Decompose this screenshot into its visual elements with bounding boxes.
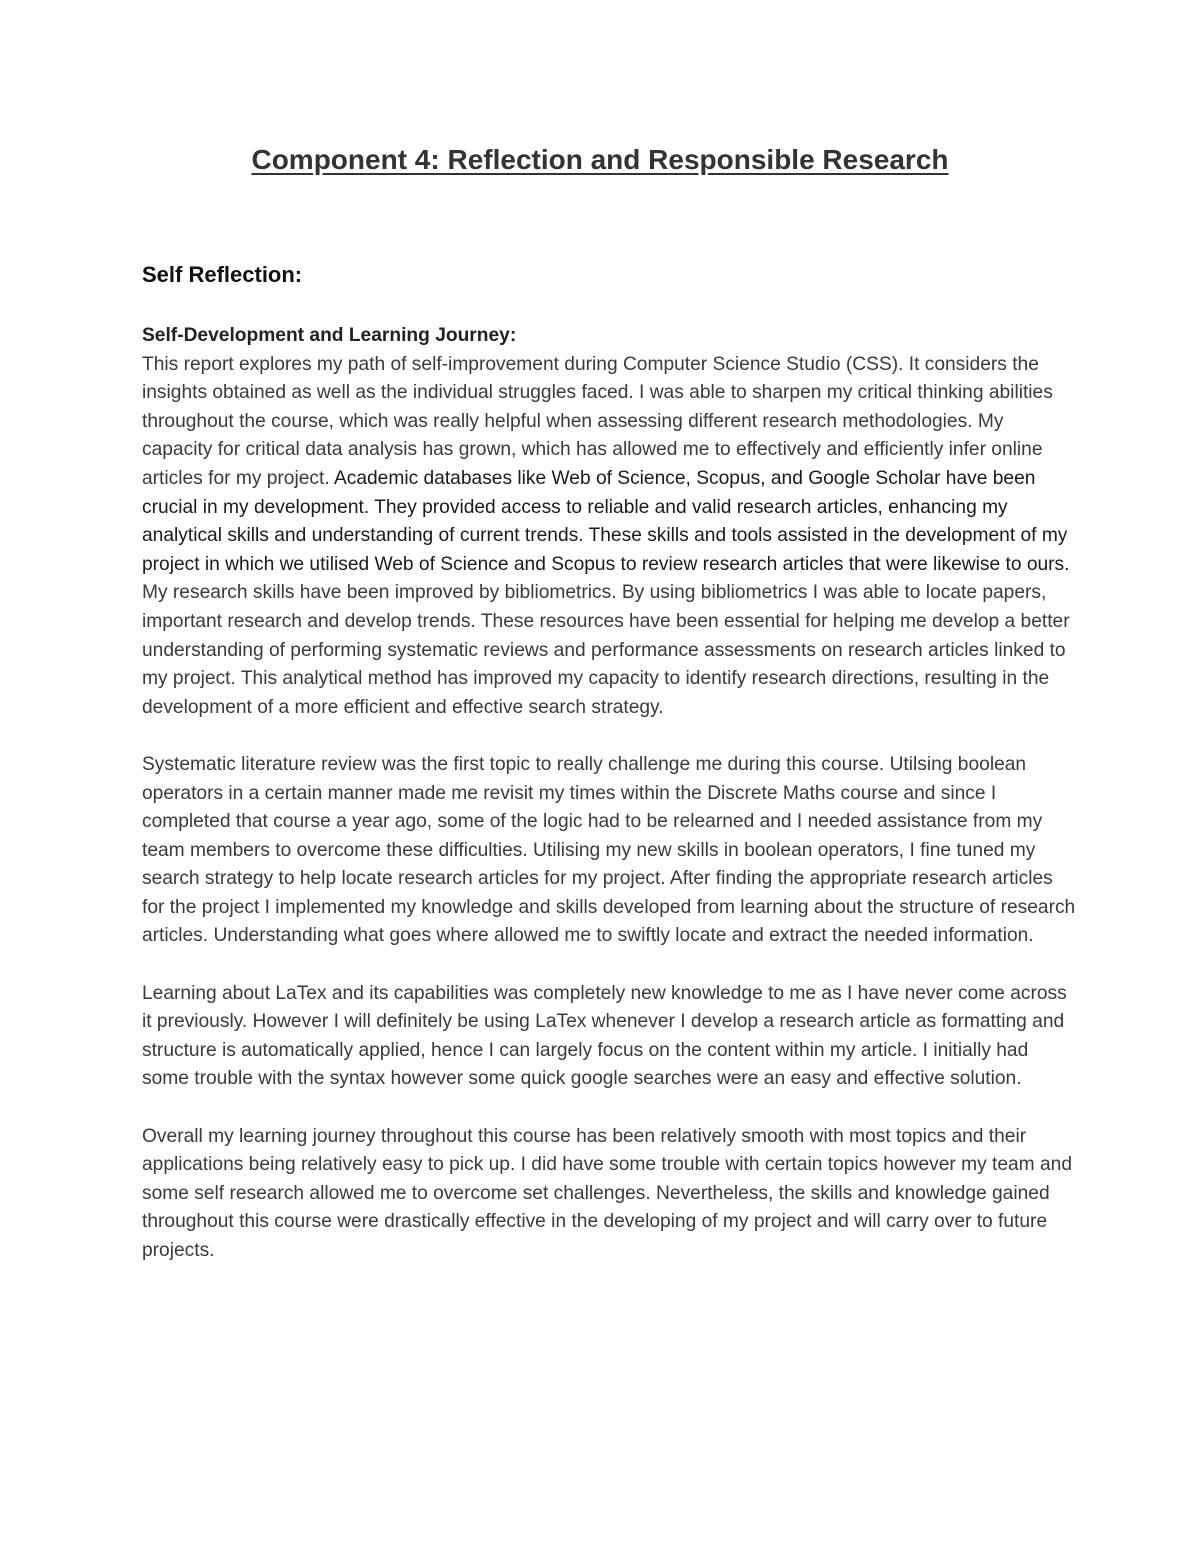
section-heading: Self Reflection:	[142, 262, 303, 287]
paragraph-text-emphasis: Academic databases like Web of Science, Scopus, and Google Scholar have been crucial in my development. They provided access to reliable and valid research articles, enhancing my analytical skills and understanding of current trends. These skills and tools assisted in the development of my project in which we utilised Web of Science and Scopus to review research articles that were likewise to ours.	[142, 467, 1070, 575]
paragraph: Learning about LaTex and its capabilities was completely new knowledge to me as I have never come across it previously. However I will definitely be using LaTex whenever I develop a research article as formatting and structure is automatically applied, hence I can largely focus on the content within my article. I initially had some trouble with the syntax however some quick google searches were an easy and effective solution.	[142, 982, 1067, 1090]
paragraph	[142, 351, 1077, 723]
paragraph: Overall my learning journey throughout this course has been relatively smooth with most topics and their applications being relatively easy to pick up. I did have some trouble with certain topics however my team and some self research allowed me to overcome set challenges. Nevertheless, the skills and knowledge gained throughout this course were drastically effective in the developing of my project and will carry over to future projects.	[142, 1125, 1073, 1261]
paragraph-text: This report explores my path of self-improvement during Computer Science Studio (CSS). It considers the insights obtained as well as the individual struggles faced. I was able to sharpen my critical thinking abilities throughout the course, which was really helpful when assessing different research methodologies. My capacity for critical data analysis has grown, which has allowed me to effectively and efficiently infer online articles for my project.	[142, 353, 1053, 489]
subheading: Self-Development and Learning Journey:	[142, 325, 517, 346]
document-title: Component 4: Reflection and Responsible Research	[251, 144, 949, 175]
paragraph-text: My research skills have been improved by bibliometrics. By using bibliometrics I was able to locate papers, important research and develop trends. These resources have been essential for helping me develop a better understanding of performing systematic reviews and performance assessments on research articles linked to my project. This analytical method has improved my capacity to identify research directions, resulting in the development of a more efficient and effective search strategy.	[142, 582, 1070, 718]
paragraph: Systematic literature review was the first topic to really challenge me during this course. Utilsing boolean operators in a certain manner made me revisit my times within the Discrete Maths course and since I completed that course a year ago, some of the logic had to be relearned and I needed assistance from my team members to overcome these difficulties. Utilising my new skills in boolean operators, I fine tuned my search strategy to help locate research articles for my project. After finding the appropriate research articles for the project I implemented my knowledge and skills developed from learning about the structure of research articles. Understanding what goes where allowed me to swiftly locate and extract the needed information.	[142, 753, 1076, 947]
document-body	[142, 322, 1077, 1294]
